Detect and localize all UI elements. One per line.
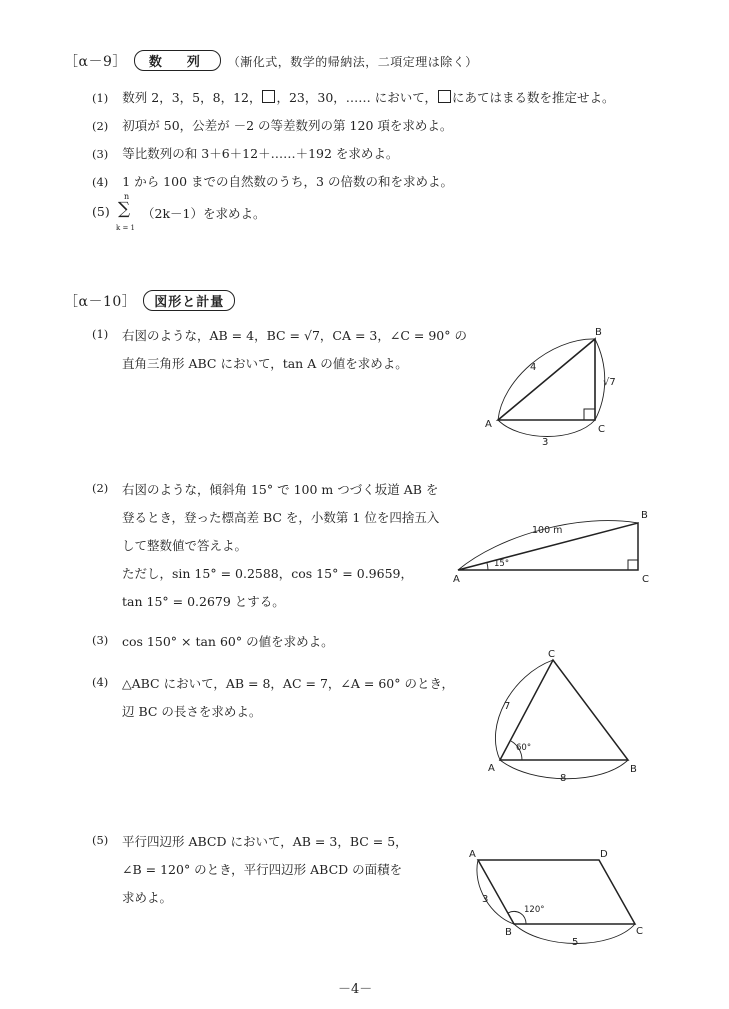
q9-5-num: (5)	[92, 204, 110, 219]
label-angle: 120°	[524, 905, 545, 915]
label-angle: 60°	[516, 743, 532, 753]
figure-right-triangle	[480, 320, 630, 450]
q9-2	[92, 116, 452, 134]
q10-3-num: (3)	[92, 633, 109, 647]
q10-1-line1: 右図のような，AB = 4，BC = √7，CA = 3，∠C = 90° の	[122, 328, 467, 343]
q10-2-num: (2)	[92, 481, 109, 495]
q10-5-line1: 平行四辺形 ABCD において，AB = 3，BC = 5，	[122, 834, 408, 849]
label-bc: 5	[572, 937, 579, 948]
sigma-top: n	[124, 192, 130, 201]
q9-1	[92, 88, 615, 106]
q9-2-num: (2)	[92, 119, 109, 133]
section9-note: （漸化式，数学的帰納法，二項定理は除く）	[227, 55, 478, 69]
figure-triangle-60	[482, 645, 642, 785]
sigma-symbol: ∑	[118, 199, 131, 219]
label-a: A	[485, 419, 492, 430]
q10-1-num: (1)	[92, 327, 109, 341]
label-ca: 3	[542, 437, 549, 448]
label-b: B	[595, 327, 602, 338]
q9-1-text-c: にあてはまる数を推定せよ。	[452, 90, 615, 105]
label-b: B	[630, 764, 637, 775]
q10-5-num: (5)	[92, 833, 109, 847]
section10-header	[64, 290, 237, 311]
triangle-abc	[498, 339, 595, 420]
label-c: C	[636, 926, 643, 937]
right-angle-mark	[628, 560, 638, 570]
q10-2-line4: ただし，sin 15° = 0.2588，cos 15° = 0.9659，	[122, 566, 413, 581]
parallelogram-abcd	[478, 860, 635, 924]
q10-2-line1: 右図のような，傾斜角 15° で 100 m つづく坂道 AB を	[122, 482, 439, 497]
figure-parallelogram	[462, 842, 652, 952]
label-a: A	[453, 574, 460, 585]
q10-5-line3: 求めよ。	[122, 890, 173, 905]
section9-label: ［α－9］	[64, 54, 127, 70]
label-ab: 100 m	[532, 525, 563, 536]
q10-5-line2: ∠B = 120° のとき，平行四辺形 ABCD の面積を	[122, 862, 403, 877]
q9-1-num: (1)	[92, 91, 109, 105]
section9-title: 数 列	[134, 50, 221, 71]
label-angle: 15°	[494, 559, 510, 569]
label-b: B	[505, 927, 512, 938]
sigma-bottom: k = 1	[116, 224, 136, 232]
section9-header	[64, 50, 478, 71]
q10-2-line5: tan 15° = 0.2679 とする。	[122, 594, 285, 609]
label-c: C	[548, 649, 555, 660]
q9-1-text-b: ，23，30，…… において，	[276, 90, 438, 105]
label-c: C	[598, 424, 605, 435]
angle-arc	[487, 563, 488, 570]
blank-box	[262, 90, 275, 103]
label-c: C	[642, 574, 649, 585]
q10-4-line2: 辺 BC の長さを求めよ。	[122, 704, 262, 719]
q10-1-line2: 直角三角形 ABC において，tan A の値を求めよ。	[122, 356, 408, 371]
q9-4	[92, 172, 453, 190]
q10-2-line3: して整数値で答えよ。	[122, 538, 248, 553]
label-ac: 7	[504, 701, 511, 712]
label-ab: 3	[482, 894, 489, 905]
q10-4-num: (4)	[92, 675, 109, 689]
section10-title: 図形と計量	[143, 290, 235, 311]
blank-box	[438, 90, 451, 103]
label-bc: √7	[603, 377, 616, 388]
label-a: A	[488, 763, 495, 774]
q9-4-num: (4)	[92, 175, 109, 189]
q9-3-num: (3)	[92, 147, 109, 161]
arc-ca	[498, 420, 595, 437]
q9-5-text: （2k－1）を求めよ。	[142, 206, 266, 221]
q9-4-text: 1 から 100 までの自然数のうち，3 の倍数の和を求めよ。	[122, 174, 453, 189]
q9-3-text: 等比数列の和 3＋6＋12＋……＋192 を求めよ。	[122, 146, 399, 161]
q9-3	[92, 144, 398, 162]
label-ab: 8	[560, 773, 567, 784]
label-a: A	[469, 849, 476, 860]
q9-2-text: 初項が 50，公差が －2 の等差数列の第 120 項を求めよ。	[122, 118, 453, 133]
section10-label: ［α－10］	[64, 294, 137, 310]
q10-3-line1: cos 150° × tan 60° の値を求めよ。	[122, 634, 334, 649]
label-ab: 4	[530, 362, 537, 373]
figure-slope	[450, 505, 660, 590]
page-number: －4－	[338, 982, 373, 997]
q9-1-text-a: 数列 2，3，5，8，12，	[122, 90, 262, 105]
q10-2-line2: 登るとき，登った標高差 BC を，小数第 1 位を四捨五入	[122, 510, 440, 525]
q10-4-line1: △ABC において，AB = 8，AC = 7，∠A = 60° のとき，	[122, 676, 454, 691]
right-angle-mark	[584, 409, 595, 420]
label-b: B	[641, 510, 648, 521]
label-d: D	[600, 849, 608, 860]
